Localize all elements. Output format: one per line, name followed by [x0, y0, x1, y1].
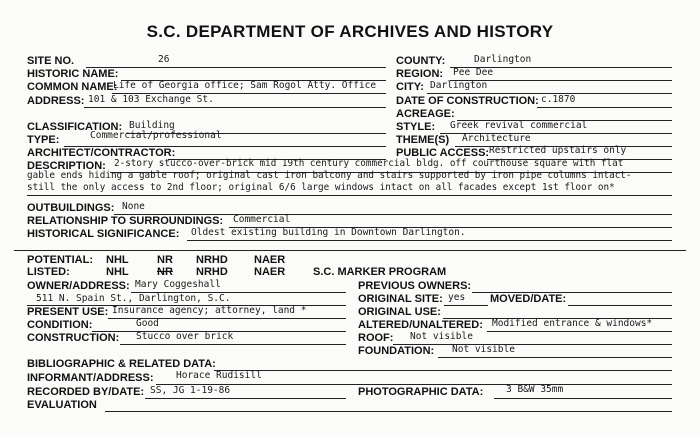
construction-value: Stucco over brick	[136, 331, 234, 342]
significance-label: HISTORICAL SIGNIFICANCE:	[27, 228, 180, 240]
roof-line	[393, 344, 672, 345]
outbuildings-label: OUTBUILDINGS:	[27, 202, 115, 214]
moved-date-label: MOVED/DATE:	[490, 293, 567, 305]
classification-value: Building	[129, 120, 175, 131]
foundation-label: FOUNDATION:	[358, 345, 435, 357]
recorded-by-label: RECORDED BY/DATE:	[27, 386, 145, 398]
photographic-value: 3 B&W 35mm	[506, 384, 564, 395]
date-of-construction-line	[537, 107, 672, 108]
acreage-label: ACREAGE:	[396, 108, 455, 120]
outbuildings-value: None	[122, 201, 145, 212]
recorded-by-line	[145, 398, 346, 399]
significance-line	[187, 240, 672, 241]
construction-line	[120, 344, 346, 345]
region-label: REGION:	[396, 68, 444, 80]
site-no-line	[86, 67, 386, 68]
original-use-label: ORIGINAL USE:	[358, 306, 441, 318]
altered-value: Modified entrance & windows*	[492, 318, 653, 329]
photographic-label: PHOTOGRAPHIC DATA:	[358, 386, 484, 398]
original-site-label: ORIGINAL SITE:	[358, 293, 443, 305]
potential-nhl: NHL	[106, 254, 129, 266]
relationship-value: Commercial	[233, 214, 291, 225]
region-value: Pee Dee	[453, 67, 494, 78]
informant-line	[156, 384, 672, 385]
style-value: Greek revival commercial	[450, 120, 588, 131]
significance-value: Oldest existing building in Downtown Darlington.	[191, 227, 466, 238]
listed-label: LISTED:	[27, 266, 70, 278]
foundation-line	[438, 357, 672, 358]
city-label: CITY:	[396, 81, 424, 93]
condition-value: Good	[136, 318, 159, 329]
informant-value: Horace Rudisill	[176, 370, 262, 381]
date-of-construction-label: DATE OF CONSTRUCTION:	[396, 95, 539, 107]
type-value: Commercial/professional	[90, 130, 222, 141]
bibliographic-label: BIBLIOGRAPHIC & RELATED DATA:	[27, 358, 216, 370]
architect-label: ARCHITECT/CONTRACTOR:	[27, 147, 176, 159]
roof-label: ROOF:	[358, 332, 394, 344]
description-line-3: still the only access to 2nd floor; original 6/6 large windows intact on all facades except 1st floor on*	[27, 182, 615, 193]
listed-nr-marked: NR	[157, 266, 173, 278]
foundation-value: Not visible	[452, 344, 515, 355]
potential-nr: NR	[157, 254, 173, 266]
description-line-1: 2-story stucco-over-brick mid 19th century commercial bldg. off courthouse square with flat	[114, 158, 624, 169]
owner-value-2: 511 N. Spain St., Darlington, S.C.	[36, 293, 231, 304]
public-access-value: Restricted upstairs only	[489, 145, 627, 156]
bibliographic-line	[214, 370, 672, 371]
common-name-value: Life of Georgia office; Sam Rogol Atty. Office	[113, 80, 377, 91]
type-label: TYPE:	[27, 134, 60, 146]
potential-naer: NAER	[254, 254, 286, 266]
themes-value: Architecture	[462, 133, 531, 144]
themes-label: THEME(S)	[396, 134, 450, 146]
owner-value-1: Mary Coggeshall	[135, 279, 221, 290]
address-line	[84, 107, 386, 108]
address-label: ADDRESS:	[27, 95, 85, 107]
address-value: 101 & 103 Exchange St.	[88, 94, 214, 105]
construction-label: CONSTRUCTION:	[27, 332, 120, 344]
informant-label: INFORMANT/ADDRESS:	[27, 372, 154, 384]
classification-label: CLASSIFICATION:	[27, 121, 123, 133]
altered-line	[487, 331, 672, 332]
section-divider	[14, 250, 686, 251]
evaluation-label: EVALUATION	[27, 399, 97, 411]
present-use-label: PRESENT USE:	[27, 306, 109, 318]
original-site-value: yes	[448, 292, 466, 303]
common-name-label: COMMON NAME:	[27, 81, 118, 93]
form-title: S.C. DEPARTMENT OF ARCHIVES AND HISTORY	[146, 22, 554, 41]
description-underline-3	[27, 195, 672, 196]
style-label: STYLE:	[396, 121, 436, 133]
description-label: DESCRIPTION:	[27, 160, 106, 172]
city-value: Darlington	[430, 80, 488, 91]
original-site-line	[444, 305, 488, 306]
potential-nrhd: NRHD	[196, 254, 228, 266]
listed-naer: NAER	[254, 266, 286, 278]
moved-date-line	[568, 305, 672, 306]
public-access-label: PUBLIC ACCESS:	[396, 147, 490, 159]
relationship-label: RELATIONSHIP TO SURROUNDINGS:	[27, 215, 224, 227]
marker-program-label: S.C. MARKER PROGRAM	[313, 266, 447, 278]
recorded-by-value: SS, JG 1-19-86	[150, 385, 231, 396]
county-label: COUNTY:	[396, 55, 446, 67]
roof-value: Not visible	[410, 331, 473, 342]
condition-label: CONDITION:	[27, 319, 93, 331]
historic-name-label: HISTORIC NAME:	[27, 68, 119, 80]
photographic-line	[494, 398, 672, 399]
evaluation-line	[105, 411, 672, 412]
date-of-construction-value: c.1870	[541, 94, 576, 105]
site-no-label: SITE NO.	[27, 55, 75, 67]
altered-label: ALTERED/UNALTERED:	[358, 319, 483, 331]
listed-nrhd: NRHD	[196, 266, 228, 278]
present-use-value: Insurance agency; attorney, land *	[112, 305, 307, 316]
listed-nhl: NHL	[106, 266, 129, 278]
description-line-2: gable ends hiding a gable roof; original cast iron balcony and stairs supported by iron pipe columns intact-	[27, 170, 632, 181]
county-value: Darlington	[474, 54, 532, 65]
previous-owners-label: PREVIOUS OWNERS:	[358, 280, 472, 292]
owner-label: OWNER/ADDRESS:	[27, 280, 130, 292]
site-no-value: 26	[158, 54, 170, 65]
potential-label: POTENTIAL:	[27, 254, 93, 266]
